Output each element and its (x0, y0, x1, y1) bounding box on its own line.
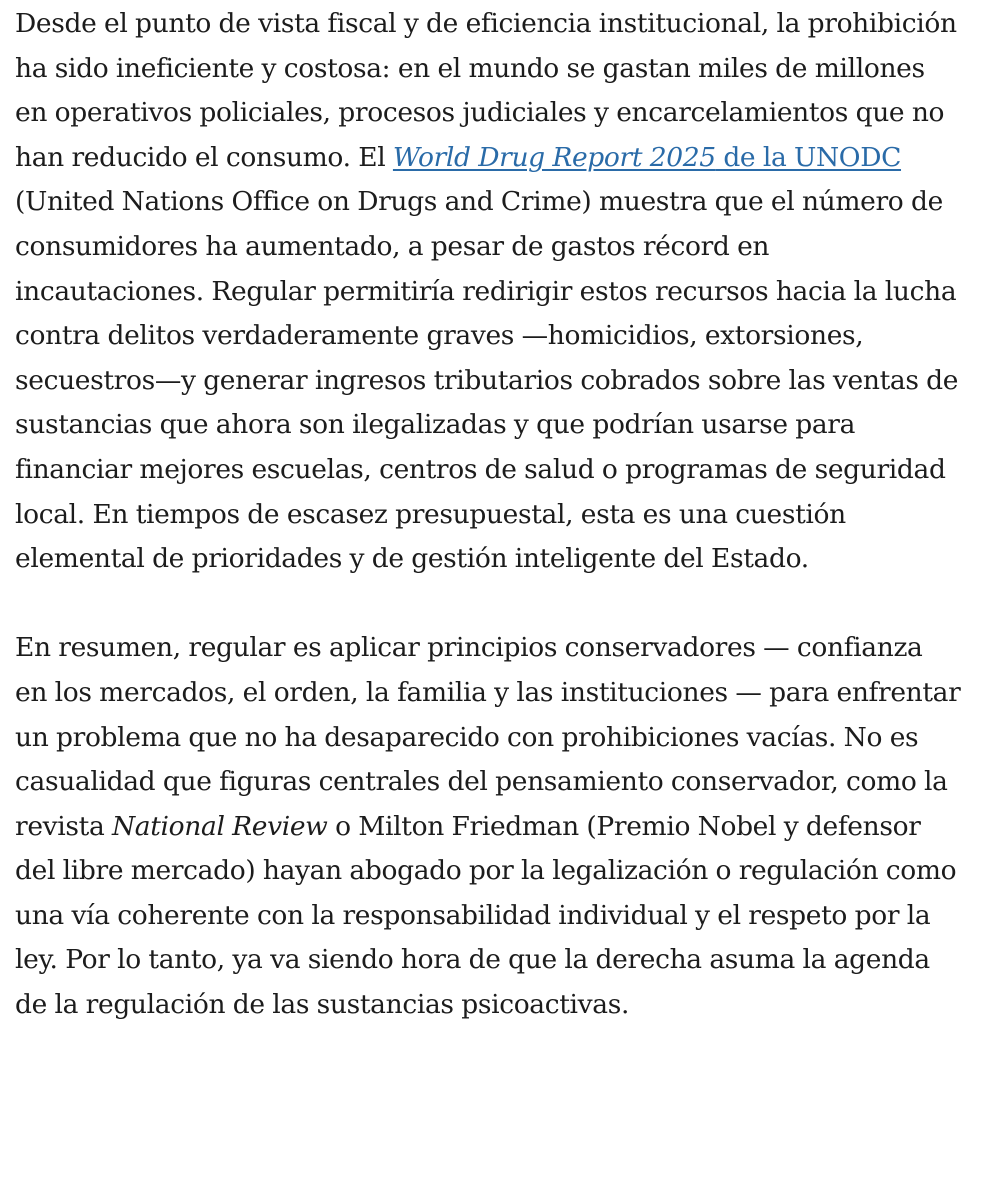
paragraph-1-text-start: Desde el punto de vista fiscal y de eficiencia institucional, la prohibición ha sido ineficiente y costosa: en el mundo se gastan miles de millones en operativos policiales, procesos judiciales y encarcelamientos que no han reducido el consumo. El (15, 8, 957, 173)
paragraph-2-text-start: En resumen, regular es aplicar principios conservadores — confianza en los mercados, el orden, la familia y las instituciones — para enfrentar un problema que no ha desaparecido con prohibiciones vacías. No es casualidad que figuras centrales del pensamiento conservador, como la revista (15, 632, 961, 842)
paragraph-summary (15, 626, 962, 1027)
paragraph-2-text-end: o Milton Friedman (Premio Nobel y defensor del libre mercado) hayan abogado por la legalización o regulación como una vía coherente con la responsabilidad individual y el respeto por la ley. Por lo tanto, ya va siendo hora de que la derecha asuma la agenda de la regulación de las sustancias psicoactivas. (15, 810, 957, 1021)
world-drug-report-link-suffix: de la UNODC (715, 141, 902, 173)
paragraph-1-text-end: (United Nations Office on Drugs and Crime) muestra que el número de consumidores ha aumentado, a pesar de gastos récord en incautaciones. Regular permitiría redirigir estos recursos hacia la lucha contra delitos verdaderamente graves —homicidios, extorsiones, secuestros—y generar ingresos tributarios cobrados sobre las ventas de sustancias que ahora son ilegalizadas y que podrían usarse para financiar mejores escuelas, centros de salud o programas de seguridad local. En tiempos de escasez presupuestal, esta es una cuestión elemental de prioridades y de gestión inteligente del Estado. (15, 186, 959, 575)
world-drug-report-link[interactable] (393, 142, 901, 173)
world-drug-report-link-title: World Drug Report 2025 (392, 141, 716, 173)
paragraph-fiscal-efficiency (15, 2, 962, 582)
national-review-title: National Review (111, 810, 328, 842)
